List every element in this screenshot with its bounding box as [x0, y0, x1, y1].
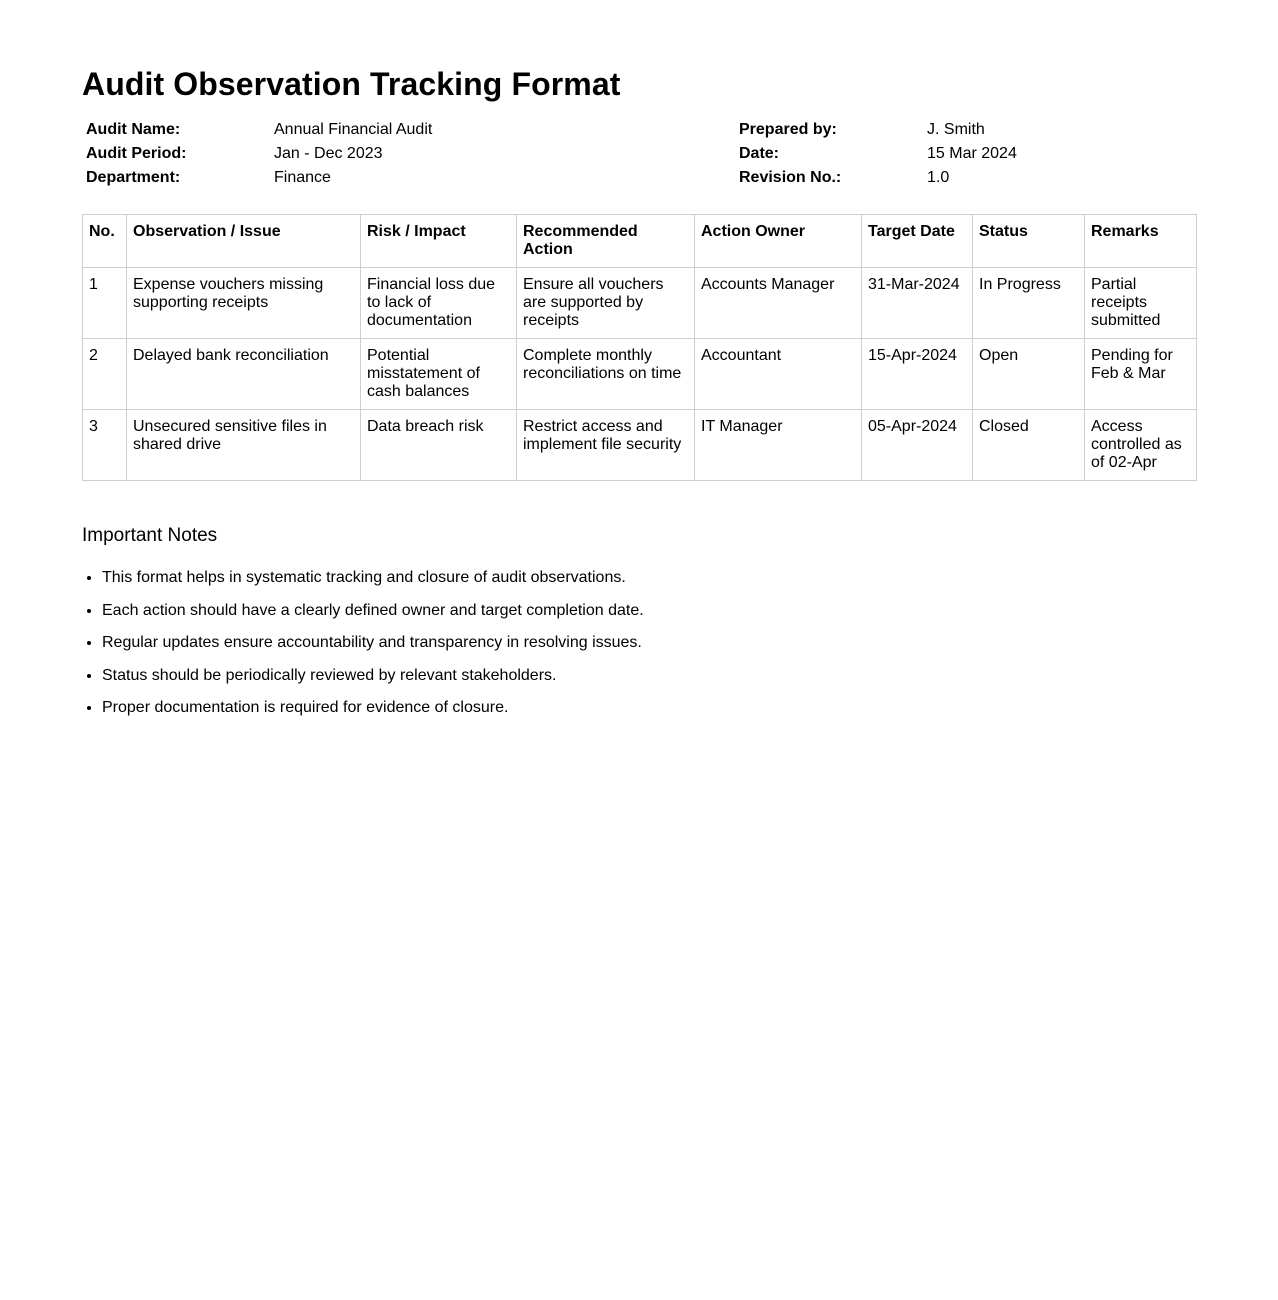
meta-value: 15 Mar 2024: [927, 145, 1017, 162]
list-item: • Status should be periodically reviewed by relevant stakeholders.: [102, 665, 1196, 687]
cell-observation: Delayed bank reconciliation: [127, 339, 361, 410]
cell-status: In Progress: [973, 268, 1085, 339]
table-row: [83, 268, 1197, 339]
cell-status: Open: [973, 339, 1085, 410]
table-header-row: [83, 215, 1197, 268]
page-title: Audit Observation Tracking Format: [82, 66, 621, 102]
meta-value: Annual Financial Audit: [274, 121, 433, 138]
document-page: [82, 62, 1196, 730]
meta-label: Revision No.:: [739, 169, 842, 186]
meta-label: Audit Period:: [86, 145, 187, 162]
meta-row-prepared-by: [739, 118, 1017, 142]
meta-value: J. Smith: [927, 121, 985, 138]
cell-observation: Expense vouchers missing supporting receipts: [127, 268, 361, 339]
notes-list: [82, 567, 1196, 719]
cell-no: 2: [83, 339, 127, 410]
meta-row-audit-period: [86, 142, 432, 166]
cell-no: 1: [83, 268, 127, 339]
column-header-risk: Risk / Impact: [361, 215, 517, 268]
cell-risk: Data breach risk: [361, 410, 517, 481]
list-item: • Regular updates ensure accountability and transparency in resolving issues.: [102, 632, 1196, 654]
meta-value: Finance: [274, 169, 331, 186]
column-header-remarks: Remarks: [1085, 215, 1197, 268]
meta-label: Date:: [739, 145, 780, 162]
meta-column-left: [86, 118, 432, 190]
table-row: [83, 339, 1197, 410]
cell-recommended-action: Complete monthly reconciliations on time: [517, 339, 695, 410]
column-header-status: Status: [973, 215, 1085, 268]
cell-status: Closed: [973, 410, 1085, 481]
cell-recommended-action: Restrict access and implement file security: [517, 410, 695, 481]
cell-remarks: Access controlled as of 02-Apr: [1085, 410, 1197, 481]
meta-label: Audit Name:: [86, 121, 181, 138]
list-item: • Proper documentation is required for evidence of closure.: [102, 697, 1196, 719]
cell-observation: Unsecured sensitive files in shared drive: [127, 410, 361, 481]
meta-row-audit-name: [86, 118, 432, 142]
observation-table: [82, 214, 1197, 481]
column-header-target-date: Target Date: [862, 215, 973, 268]
audit-meta-info: [82, 118, 1196, 214]
meta-label: Department:: [86, 169, 181, 186]
table-row: [83, 410, 1197, 481]
cell-risk: Potential misstatement of cash balances: [361, 339, 517, 410]
cell-target-date: 31-Mar-2024: [862, 268, 973, 339]
cell-action-owner: Accounts Manager: [695, 268, 862, 339]
cell-no: 3: [83, 410, 127, 481]
column-header-observation: Observation / Issue: [127, 215, 361, 268]
meta-column-right: [739, 118, 1017, 190]
meta-value: Jan - Dec 2023: [274, 145, 383, 162]
meta-row-revision-no: [739, 166, 1017, 190]
cell-remarks: Partial receipts submitted: [1085, 268, 1197, 339]
meta-value: 1.0: [927, 169, 950, 186]
column-header-action-owner: Action Owner: [695, 215, 862, 268]
meta-row-department: [86, 166, 432, 190]
list-item: • This format helps in systematic tracking and closure of audit observations.: [102, 567, 1196, 589]
cell-action-owner: IT Manager: [695, 410, 862, 481]
cell-remarks: Pending for Feb & Mar: [1085, 339, 1197, 410]
column-header-no: No.: [83, 215, 127, 268]
meta-label: Prepared by:: [739, 121, 837, 138]
cell-action-owner: Accountant: [695, 339, 862, 410]
cell-target-date: 15-Apr-2024: [862, 339, 973, 410]
list-item: • Each action should have a clearly defined owner and target completion date.: [102, 600, 1196, 622]
cell-recommended-action: Ensure all vouchers are supported by receipts: [517, 268, 695, 339]
meta-row-date: [739, 142, 1017, 166]
cell-target-date: 05-Apr-2024: [862, 410, 973, 481]
cell-risk: Financial loss due to lack of documentation: [361, 268, 517, 339]
column-header-recommended-action: Recommended Action: [517, 215, 695, 268]
notes-heading: Important Notes: [82, 525, 218, 546]
